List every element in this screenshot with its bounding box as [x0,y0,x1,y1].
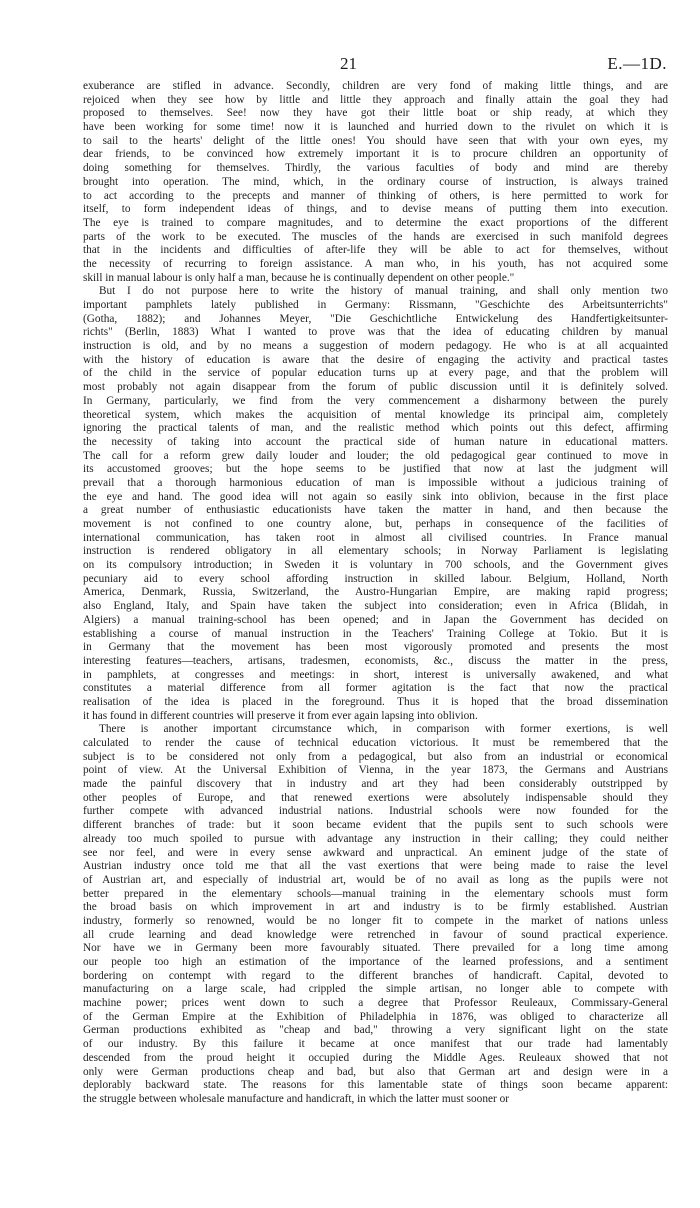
text-line: manufacturing on a large scale, had crippled the simple artisan, no longer able to compete with [83,983,668,996]
text-line: machine power; prices went down to such a degree that Professor Reuleaux, Commissary-General [83,997,668,1010]
text-line: realisation of the idea is placed in the foreground. Thus it is hoped that the broad dissemination [83,695,668,708]
text-line: proposed to themselves. See! now they have got their little boat or ship ready, at which they [83,107,668,120]
text-line: itself, to form independent ideas of things, and to devise means of putting them into execution. [83,203,668,216]
text-line: brought into operation. The mind, which, in the ordinary course of instruction, is always trained [83,175,668,188]
text-line: calculated to render the cause of technical education victorious. It must be remembered that the [83,737,668,749]
text-line: establishing a course of manual instruction in the Teachers' Training College at Tokio. But it is [83,627,668,640]
text-line: the broad basis on which improvement in art and industry is to be firmly established. Austrian [83,901,668,914]
text-line: that in the incidents and difficulties of after-life they will be able to act for themselves, without [83,244,668,257]
text-line: exuberance are stifled in advance. Secondly, children are very fond of making little things, and are [83,80,668,92]
text-line: in pamphlets, at congresses and meetings: in short, interest is universally awakened, and what [83,668,668,681]
text-line: doing something for themselves. Thirdly, the various faculties of body and mind are thereby [83,162,668,175]
text-line: also England, Italy, and Spain have taken the subject into consideration; even in Africa (Blidah, in [83,600,668,613]
text-line: The call for a reform grew daily louder and louder; the old pedagogical gear continued to move in [83,449,668,462]
text-line: Algiers) a manual training-school has been opened; and in Japan the Government has decided on [83,613,668,626]
text-line: only were German productions cheap and bad, but also that German art and design were in a [83,1065,668,1078]
text-line: of Austrian art, and especially of industrial art, would be of no avail as long as the pupils were not [83,873,668,886]
text-line: The eye is trained to compare magnitudes, and to determine the exact proportions of the different [83,216,668,229]
text-line: with the history of education is aware that the desire of engaging the activity and practical tastes [83,353,668,366]
text-line: ignoring the practical talents of man, and the realistic method which points out this defect, affirming [83,422,668,435]
text-line: Austrian industry once told me that all the vast exertions that were being made to raise the level [83,860,668,873]
text-line: our people too high an estimation of the importance of the learned professions, and a sentiment [83,956,668,968]
page-header [0,54,700,78]
text-line: prevail that a thorough harmonious education of man is impossible without a judicious training of [83,476,668,489]
text-line: instruction is rendered obligatory in all elementary schools; in Norway Parliament is legislating [83,545,668,558]
text-line: of the German Empire at the Exhibition of Philadelphia in 1876, was obliged to characterize all [83,1010,668,1023]
text-line: most probably not again disappear from the forum of public discussion until it is definitely solved. [83,381,668,394]
text-line: pecuniary aid to every school affording instruction in skilled labour. Belgium, Holland, North [83,572,668,585]
text-line: further compete with advanced industrial nations. Industrial schools were now founded for the [83,805,668,818]
text-line: the necessity of recurring to foreign assistance. A man who, in his youth, has not acquired some [83,257,668,270]
text-line: Nor have we in Germany been more favourably situated. There prevailed for a long time among [83,942,668,955]
paragraph [83,285,668,723]
text-line: skill in manual labour is only half a man, because he is continually dependent on other people." [83,271,515,284]
text-line: theoretical system, which makes the acquisition of mental knowledge its principal aim, completely [83,408,668,421]
text-line: all crude learning and dead knowledge were retrenched in favour of sound practical experience. [83,928,668,941]
text-line: already too much spoiled to pursue with advantage any instruction in their calling; they could neither [83,832,668,845]
body-text [83,80,668,1107]
text-line: on its compulsory introduction; in Sweden it is voluntary in 700 schools, and the Government gives [83,559,668,572]
text-line: it has found in different countries will preserve it from ever again lapsing into oblivion. [83,709,478,722]
text-line: subject is to be considered not only from a pedagogical, but also from an industrial or economical [83,750,668,763]
text-line: of the child in the service of popular education turns up at every page, and that the problem will [83,367,668,380]
text-line: rejoiced when they see how by little and little they approach and finally attain the goal they had [83,93,668,106]
text-line: interesting features—teachers, artisans, tradesmen, economists, &c., discuss the matter in the press, [83,654,668,667]
text-line: In Germany, particularly, we find from the very commencement a disharmony between the purely [83,394,668,407]
text-line: But I do not purpose here to write the history of manual training, and shall only mention two [99,285,668,298]
page-number: 21 [340,54,357,73]
text-line: There is another important circumstance which, in comparison with former exertions, is well [99,723,668,736]
text-line: its accustomed grooves; but the hope seems to be justified that now at last the judgment will [83,463,668,476]
text-line: instruction is old, and by no means a suggestion of modern pedagogy. He who is at all acquainted [83,340,668,353]
text-line: bordering on contempt with regard to the different branches of handicraft. Capital, devoted to [83,969,668,982]
text-line: a great number of enthusiastic educationists have taken the matter in hand, and then because the [83,504,668,517]
text-line: the struggle between wholesale manufacture and handicraft, in which the latter must sooner or [83,1092,509,1105]
text-line: different branches of trade: but it soon became evident that the pupils sent to such schools were [83,819,668,832]
text-line: deplorably backward state. The reasons for this lamentable state of things soon became apparent: [83,1079,668,1092]
text-line: international communication, has taken root in almost all civilised countries. In France manual [83,531,668,544]
paragraph [83,80,668,285]
text-line: point of view. At the Universal Exhibition of Vienna, in the year 1873, the Germans and Austrians [83,764,668,777]
text-line: of our industry. By this failure it became at once manifest that our trade had lamentably [83,1038,668,1051]
text-line: see nor feel, and were in every sense awkward and unpractical. An eminent judge of the state of [83,846,668,859]
text-line: constitutes a material difference from all former agitation is the fact that now the practical [83,682,668,695]
text-line: descended from the proud height it occupied during the Middle Ages. Reuleaux showed that not [83,1051,668,1064]
text-line: made the painful discovery that in industry and art they had been considerably outstripped by [83,778,668,791]
text-line: in Germany that the movement has been most vigorously promoted and presents the most [83,641,668,654]
text-line: better prepared in the elementary schools—manual training in the elementary schools must form [83,887,668,900]
text-line: other peoples of Europe, and that renewed exertions were absolutely indispensable should they [83,791,668,804]
text-line: (Gotha, 1882); and Johannes Meyer, "Die Geschichtliche Entwickelung des Handfertigkeitsunter- [83,312,668,325]
text-line: the eye and hand. The good idea will not again so easily sink into oblivion, because in the first place [83,490,668,503]
text-line: German productions exhibited as "cheap and bad," throwing a very significant light on the state [83,1024,668,1037]
text-line: parts of the work to be executed. The muscles of the hands are exercised in such manifold degrees [83,230,668,243]
text-line: industry, formerly so renowned, would be no longer fit to compete in the market of nations unless [83,914,668,927]
text-line: dear friends, to be convinced how extremely important it is to procure children an opportunity of [83,148,668,161]
text-line: important pamphlets lately published in Germany: Rissmann, "Geschichte des Arbeitsunterrichts" [83,299,668,311]
text-line: to sail to the hearts' delight of the little ones! You should have seen that with your own eyes, my [83,134,668,147]
text-line: to act according to the precepts and manner of thinking of others, is here permitted to work for [83,189,668,202]
text-line: richts" (Berlin, 1883) What I wanted to prove was that the idea of educating children by manual [83,326,668,339]
text-line: have been working for some time! now it is launched and hurried down to the rivulet on which it is [83,121,668,134]
document-reference: E.—1D. [607,54,667,73]
text-line: America, Denmark, Russia, Switzerland, the Austro-Hungarian Empire, are making rapid progress; [83,586,668,599]
text-line: the necessity of taking into account the practical side of human nature in educational matters. [83,435,668,448]
paragraph [83,723,668,1106]
text-line: movement is not confined to one country alone, but, perhaps in consequence of the facilities of [83,518,668,530]
